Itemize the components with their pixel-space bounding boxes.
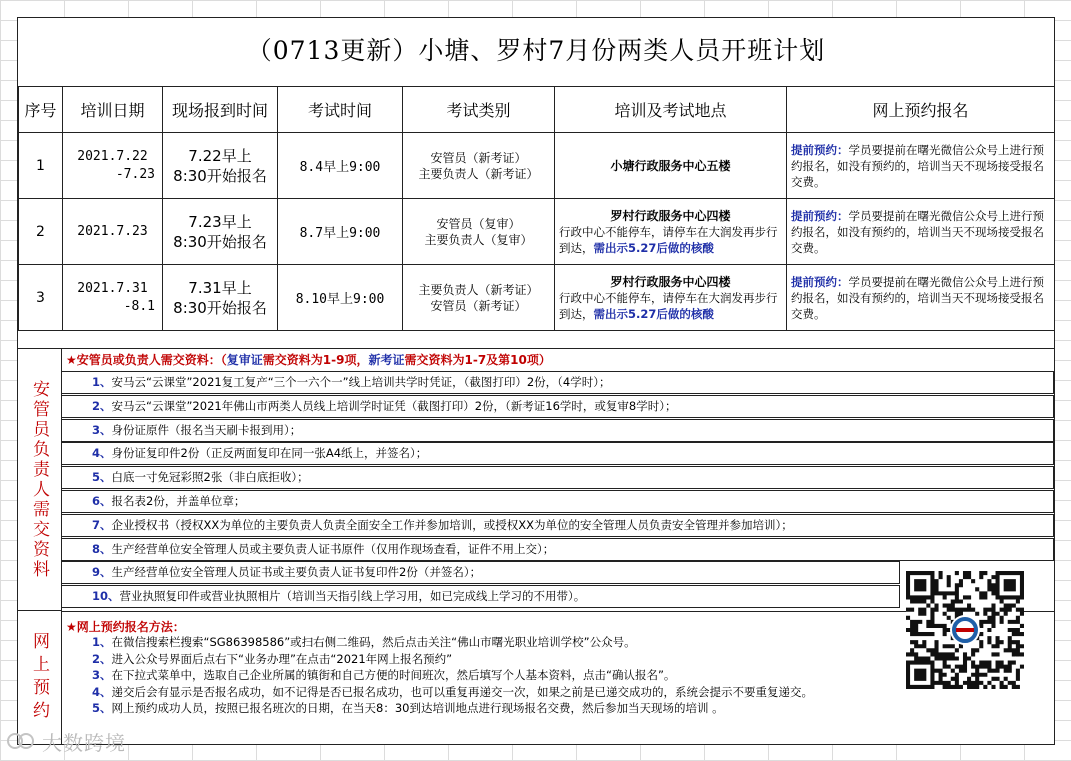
watermark-logo-icon — [6, 730, 36, 752]
cell-report-time: 7.22早上 8:30开始报名 — [163, 133, 278, 199]
cell-seq: 2 — [19, 199, 63, 265]
cell-registration: 提前预约：学员要提前在曙光微信公众号上进行预约报名，如没有预约的，培训当天不现场接受报名交费。 — [787, 133, 1055, 199]
qr-logo-bar — [956, 628, 974, 632]
header-location: 培训及考试地点 — [555, 87, 787, 133]
table-header-row — [19, 87, 1055, 133]
watermark-text: 大数跨境 — [42, 730, 126, 755]
cell-exam-type: 主要负责人（新考证） 安管员（新考证） — [403, 265, 555, 331]
spreadsheet-sheet — [17, 17, 1055, 745]
table-row — [19, 265, 1055, 331]
materials-side-label: 安管员负责人需交资料 — [18, 349, 62, 611]
material-item: 2、安马云“云课堂”2021年佛山市两类人员线上培训学时证凭（截图打印）2份，（新考证16学时，或复审8学时）； — [62, 395, 1054, 418]
cell-location: 小塘行政服务中心五楼 — [555, 133, 787, 199]
cell-exam-time: 8.10早上9:00 — [278, 265, 403, 331]
wechat-qr-code[interactable] — [906, 571, 1024, 689]
cell-registration: 提前预约：学员要提前在曙光微信公众号上进行预约报名，如没有预约的，培训当天不现场接受报名交费。 — [787, 265, 1055, 331]
cell-report-time: 7.31早上 8:30开始报名 — [163, 265, 278, 331]
online-step: 5、网上预约成功人员，按照已报名班次的日期，在当天8：30到达培训地点进行现场报名交费，然后参加当天现场的培训 。 — [92, 701, 724, 715]
header-registration: 网上预约报名 — [787, 87, 1055, 133]
header-date: 培训日期 — [63, 87, 163, 133]
cell-date: 2021.7.23 — [63, 199, 163, 265]
cell-date: 2021.7.31 -8.1 — [63, 265, 163, 331]
table-row — [19, 199, 1055, 265]
material-item: 8、生产经营单位安全管理人员或主要负责人证书原件（仅用作现场查看，证件不用上交）； — [62, 538, 1054, 561]
cell-exam-type: 安管员（新考证） 主要负责人（新考证） — [403, 133, 555, 199]
page-title: （0713更新）小塘、罗村7月份两类人员开班计划 — [246, 36, 826, 65]
cell-exam-time: 8.4早上9:00 — [278, 133, 403, 199]
material-item: 3、身份证原件（报名当天刷卡报到用）； — [62, 419, 1054, 442]
header-seq: 序号 — [19, 87, 63, 133]
header-exam-type: 考试类别 — [403, 87, 555, 133]
online-side-label: 网上预约 — [18, 611, 62, 744]
cell-exam-time: 8.7早上9:00 — [278, 199, 403, 265]
spacer-row — [18, 332, 1054, 349]
cell-location: 罗村行政服务中心四楼 行政中心不能停车，请停车在大润发再步行到达，需出示5.27后做的核酸 — [555, 265, 787, 331]
cell-seq: 1 — [19, 133, 63, 199]
cell-registration: 提前预约：学员要提前在曙光微信公众号上进行预约报名，如没有预约的，培训当天不现场接受报名交费。 — [787, 199, 1055, 265]
material-item: 4、身份证复印件2份（正反两面复印在同一张A4纸上，并签名）； — [62, 442, 1054, 465]
cell-report-time: 7.23早上 8:30开始报名 — [163, 199, 278, 265]
cell-location: 罗村行政服务中心四楼 行政中心不能停车，请停车在大润发再步行到达，需出示5.27后做的核酸 — [555, 199, 787, 265]
material-item: 1、安马云“云课堂”2021复工复产“三个一六个一”线上培训共学时凭证，（截图打印）2份，（4学时）； — [62, 371, 1054, 394]
material-item: 9、生产经营单位安全管理人员证书或主要负责人证书复印件2份（并签名）； — [62, 561, 900, 584]
cell-exam-type: 安管员（复审） 主要负责人（复审） — [403, 199, 555, 265]
material-item: 5、白底一寸免冠彩照2张（非白底拒收）； — [62, 466, 1054, 489]
online-step: 1、在微信搜索栏搜索“SG86398586”或扫右侧二维码，然后点击关注“佛山市曙光职业培训学校”公众号。 — [92, 635, 636, 649]
schedule-table — [18, 86, 1055, 331]
header-exam-time: 考试时间 — [278, 87, 403, 133]
material-item: 6、报名表2份，并盖单位章； — [62, 490, 1054, 513]
material-item: 7、企业授权书（授权XX为单位的主要负责人负责全面安全工作并参加培训，或授权XX为单位的安全管理人员负责安全管理并参加培训）； — [62, 514, 1054, 537]
online-step: 2、进入公众号界面后点右下“业务办理”在点击“2021年网上报名预约” — [92, 651, 453, 666]
cell-seq: 3 — [19, 265, 63, 331]
online-step: 4、递交后会有显示是否报名成功，如不记得是否已报名成功，也可以重复再递交一次，如果之前是已递交成功的，系统会提示不要重复递交。 — [92, 684, 814, 699]
online-heading: ★网上预约报名方法： — [66, 620, 185, 634]
table-row — [19, 133, 1055, 199]
header-report-time: 现场报到时间 — [163, 87, 278, 133]
material-item: 10、营业执照复印件或营业执照相片（培训当天指引线上学习用，如已完成线上学习的不用带）。 — [62, 585, 900, 608]
materials-heading: ★安管员或负责人需交资料：（复审证需交资料为1-9项，新考证需交资料为1-7及第10项） — [66, 353, 551, 367]
cell-date: 2021.7.22 -7.23 — [63, 133, 163, 199]
online-step: 3、在下拉式菜单中，选取自己企业所属的镇街和自己方便的时间班次，然后填写个人基本资料，点击“确认报名”。 — [92, 668, 676, 682]
watermark — [6, 726, 126, 756]
